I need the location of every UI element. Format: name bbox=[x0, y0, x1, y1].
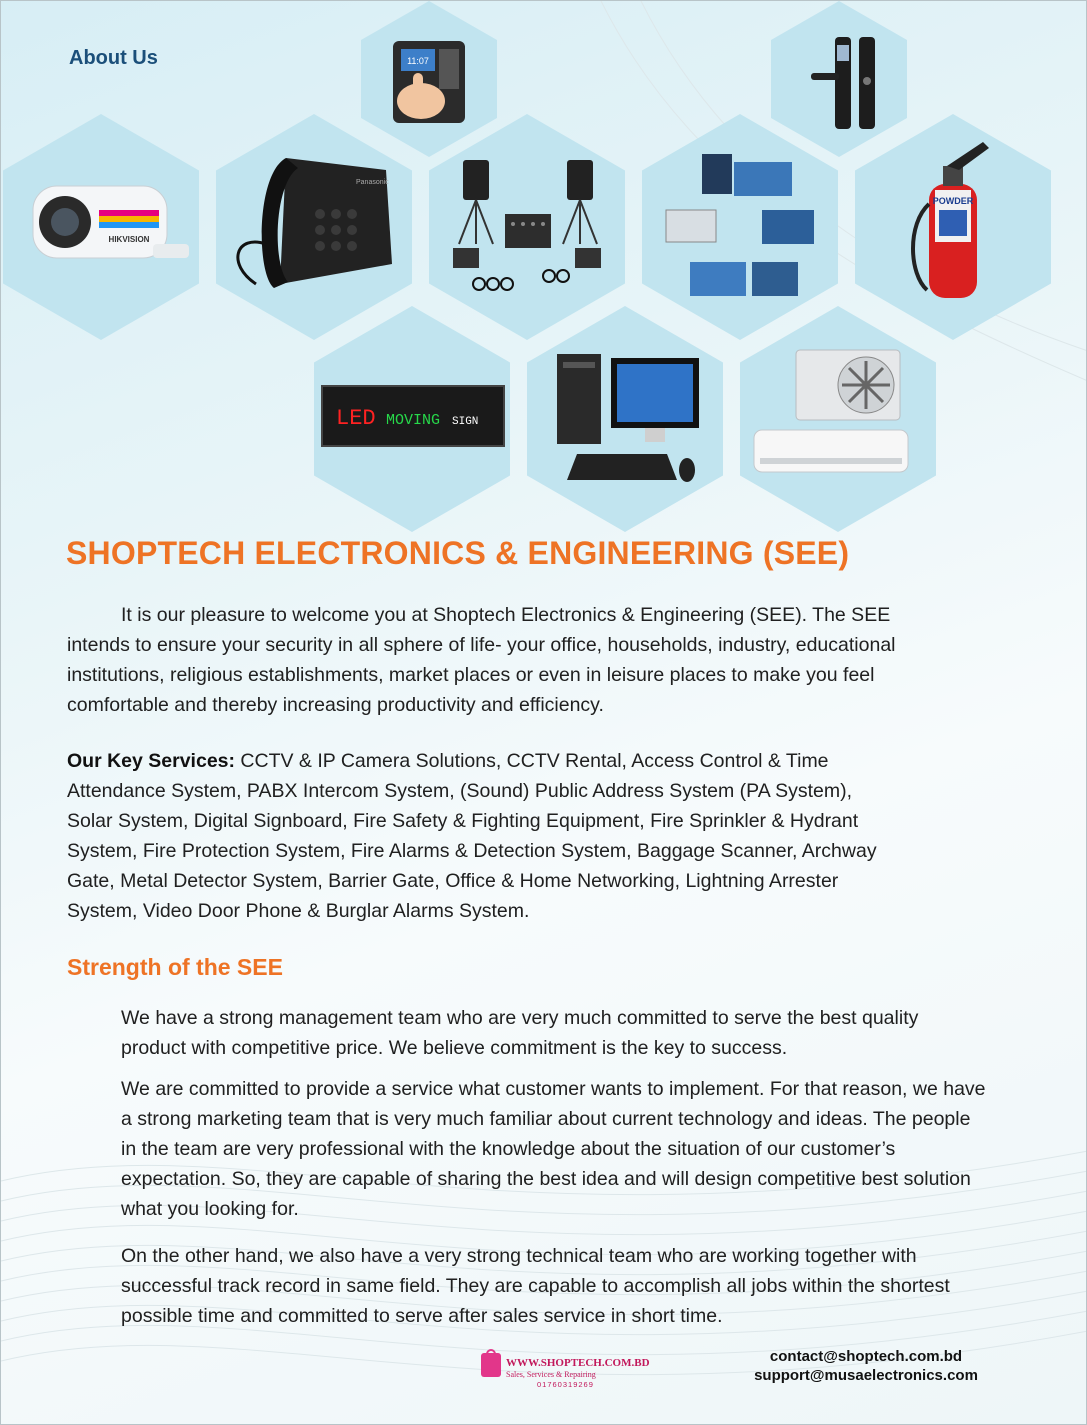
strength-paragraph-1: We have a strong management team who are very much committed to serve the best quality product with competitive price. We believe commitment is the key to success. bbox=[121, 1007, 919, 1059]
services-label: Our Key Services: bbox=[67, 750, 236, 772]
lcd-time: 11:07 bbox=[407, 56, 429, 66]
phone-brand: Panasonic bbox=[356, 179, 389, 186]
logo-phone: 01760319269 bbox=[537, 1380, 594, 1389]
contact-emails bbox=[746, 1347, 986, 1385]
extinguisher-label: POWDER bbox=[932, 196, 974, 206]
logo-tagline: Sales, Services & Repairing bbox=[506, 1370, 596, 1379]
email-support-link[interactable]: support@musaelectronics.com bbox=[754, 1367, 978, 1384]
strength-paragraph-3: On the other hand, we also have a very strong technical team who are working together with successful track record in same field. They are capable to accomplish all jobs within the shortest possible time and committed to serve after sales service in short time. bbox=[121, 1245, 950, 1327]
strength-title: Strength of the SEE bbox=[67, 954, 283, 980]
led-word-1: LED bbox=[336, 406, 376, 431]
page-title: SHOPTECH ELECTRONICS & ENGINEERING (SEE) bbox=[66, 535, 850, 571]
led-word-2: MOVING bbox=[386, 412, 441, 429]
cctv-brand: HIKVISION bbox=[108, 235, 150, 244]
services-paragraph bbox=[67, 746, 897, 926]
led-word-3: SIGN bbox=[452, 416, 479, 428]
section-label: About Us bbox=[69, 47, 158, 69]
intro-paragraph: It is our pleasure to welcome you at Shoptech Electronics & Engineering (SEE). The SEE intends to ensure your security in all sphere of life- your office, households, industry, educational institutions, religious establishments, market places or even in leisure places to make you feel comfortable and thereby increasing productivity and efficiency. bbox=[67, 604, 896, 716]
strength-paragraph-2: We are committed to provide a service what customer wants to implement. For that reason, we have a strong marketing team that is very much familiar about current technology and ideas. The people in the team are very professional with the knowledge about the situation of our customer’s expectation. So, they are capable of sharing the best idea and will design competitive best solution what you looking for. bbox=[121, 1078, 986, 1220]
services-text: CCTV & IP Camera Solutions, CCTV Rental, Access Control & Time Attendance System, PABX Intercom System, (Sound) Public Address System (PA System), Solar System, Digital Signboard, Fire Safety & Fighting Equipment, Fire Sprinkler & Hydrant System, Fire Protection System, Fire Alarms & Detection System, Baggage Scanner, Archway Gate, Metal Detector System, Barrier Gate, Office & Home Networking, Lightning Arrester System, Video Door Phone & Burglar Alarms System. bbox=[67, 750, 877, 922]
email-contact-link[interactable]: contact@shoptech.com.bd bbox=[769, 1348, 963, 1365]
shopping-bag-icon bbox=[481, 1353, 501, 1377]
logo-website: WWW.SHOPTECH.COM.BD bbox=[506, 1357, 650, 1369]
shoptech-logo[interactable] bbox=[479, 1349, 651, 1393]
